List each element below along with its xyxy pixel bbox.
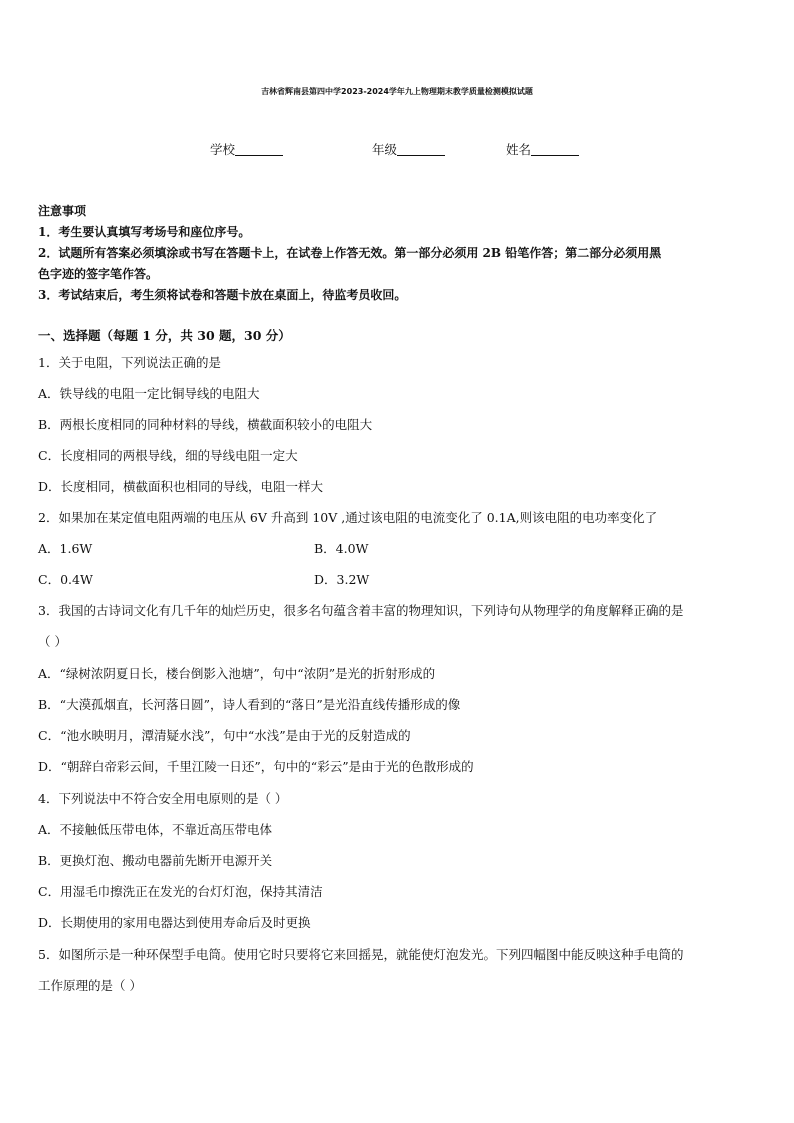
question-2-stem: 2．如果加在某定值电阻两端的电压从 6V 升高到 10V ,通过该电阻的电流变化了 0.1A,则该电阻的电功率变化了 [38, 510, 658, 525]
question-3-option-a: A．“绿树浓阴夏日长，楼台倒影入池塘”，句中“浓阴”是光的折射形成的 [38, 666, 436, 681]
note-item: 色字迹的签字笔作答。 [38, 267, 159, 281]
name-field[interactable] [506, 140, 579, 158]
question-2-option-b: B．4.0W [314, 541, 369, 556]
school-blank[interactable] [235, 142, 283, 156]
school-label: 学校 [210, 142, 236, 157]
section-heading: 一、选择题（每题 1 分，共 30 题，30 分） [38, 328, 291, 343]
question-3-stem-continued: （ ） [38, 634, 67, 649]
grade-field[interactable] [372, 140, 445, 158]
question-2-option-d: D．3.2W [314, 572, 370, 587]
question-3-option-b: B．“大漠孤烟直，长河落日圆”，诗人看到的“落日”是光沿直线传播形成的像 [38, 697, 461, 712]
question-1-option-b: B．两根长度相同的同种材料的导线，横截面积较小的电阻大 [38, 417, 373, 432]
question-1-stem: 1．关于电阻，下列说法正确的是 [38, 355, 221, 370]
grade-blank[interactable] [397, 142, 445, 156]
grade-label: 年级 [372, 142, 398, 157]
note-item: 1．考生要认真填写考场号和座位序号。 [38, 225, 251, 239]
question-5-stem-continued: 工作原理的是（ ） [38, 978, 142, 993]
question-3-option-c: C．“池水映明月，潭清疑水浅”，句中“水浅”是由于光的反射造成的 [38, 728, 411, 743]
question-4-option-d: D．长期使用的家用电器达到使用寿命后及时更换 [38, 915, 311, 930]
question-1-option-c: C．长度相同的两根导线，细的导线电阻一定大 [38, 448, 298, 463]
question-5-stem: 5．如图所示是一种环保型手电筒。使用它时只要将它来回摇晃，就能使灯泡发光。下列四幅图中能反映这种手电筒的 [38, 947, 684, 962]
note-item: 3．考试结束后，考生须将试卷和答题卡放在桌面上，待监考员收回。 [38, 288, 407, 302]
question-2-option-c: C．0.4W [38, 572, 93, 587]
question-4-option-b: B．更换灯泡、搬动电器前先断开电源开关 [38, 853, 273, 868]
school-field[interactable] [210, 140, 283, 158]
student-info-fields [0, 140, 794, 160]
question-1-option-a: A．铁导线的电阻一定比铜导线的电阻大 [38, 386, 260, 401]
question-3-option-d: D．“朝辞白帝彩云间，千里江陵一日还”，句中的“彩云”是由于光的色散形成的 [38, 759, 474, 774]
notes-heading: 注意事项 [38, 204, 87, 218]
question-3-stem: 3．我国的古诗词文化有几千年的灿烂历史，很多名句蕴含着丰富的物理知识，下列诗句从物理学的角度解释正确的是 [38, 603, 684, 618]
question-4-stem: 4．下列说法中不符合安全用电原则的是（ ） [38, 791, 288, 806]
question-4-option-a: A．不接触低压带电体，不靠近高压带电体 [38, 822, 273, 837]
name-blank[interactable] [531, 142, 579, 156]
question-1-option-d: D．长度相同，横截面积也相同的导线，电阻一样大 [38, 479, 324, 494]
note-item: 2．试题所有答案必须填涂或书写在答题卡上，在试卷上作答无效。第一部分必须用 2B 铅笔作答；第二部分必须用黑 [38, 246, 662, 260]
page-title: 吉林省辉南县第四中学2023-2024学年九上物理期末教学质量检测模拟试题 [261, 87, 533, 96]
name-label: 姓名 [506, 142, 532, 157]
question-4-option-c: C．用湿毛巾擦洗正在发光的台灯灯泡，保持其清洁 [38, 884, 323, 899]
question-2-option-a: A．1.6W [38, 541, 93, 556]
